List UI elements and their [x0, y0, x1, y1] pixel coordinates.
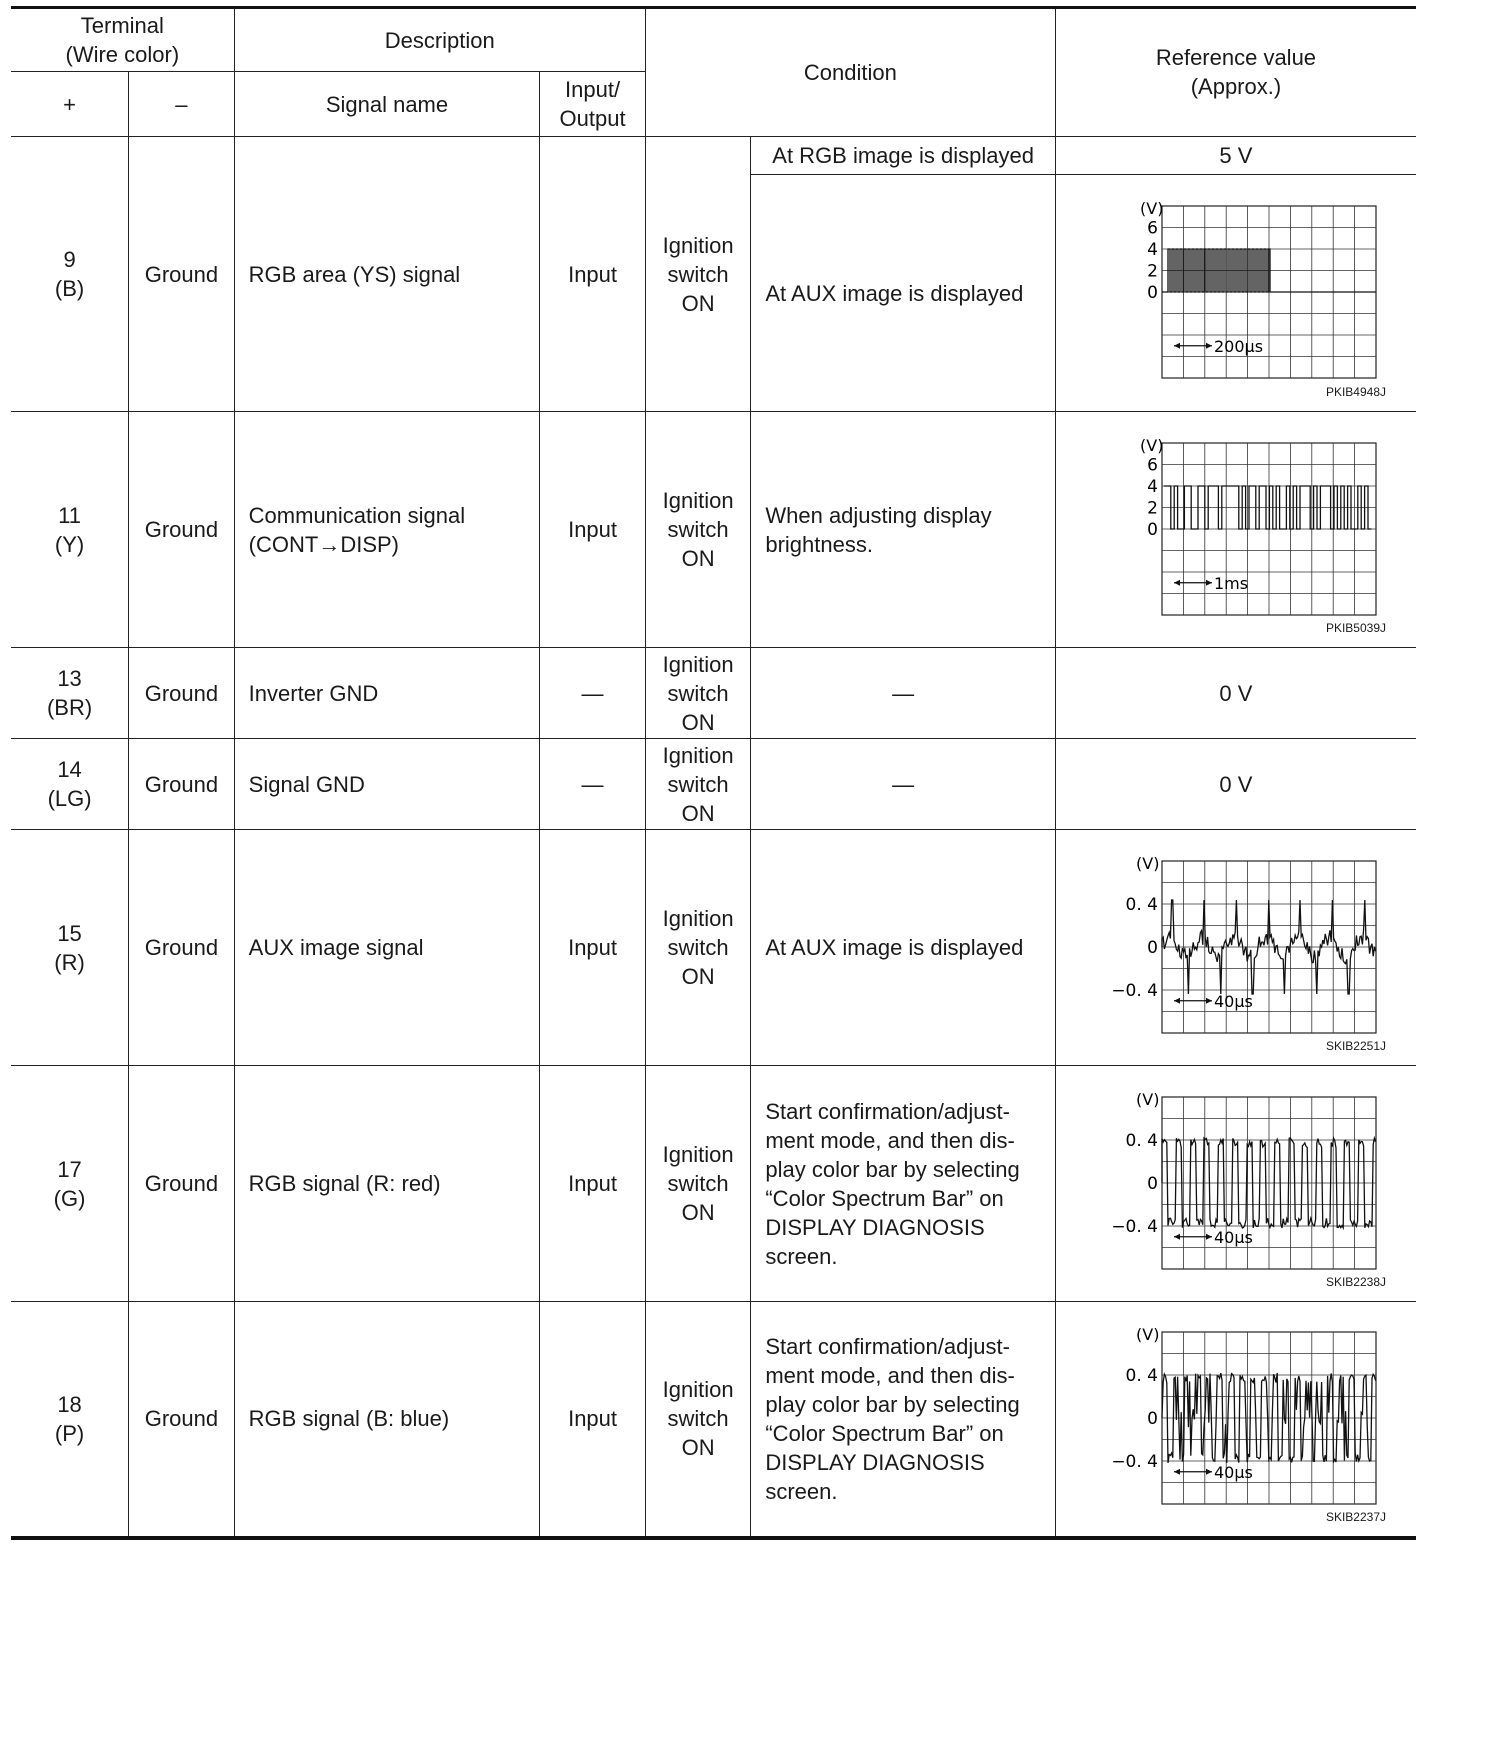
figure-code: PKIB5039J — [1325, 621, 1386, 635]
header-plus: + — [11, 72, 129, 137]
figure-code: SKIB2237J — [1325, 1509, 1386, 1524]
y-unit-label: (V) — [1135, 1089, 1160, 1109]
terminal-cell: 15 (R) — [11, 830, 129, 1066]
table-row — [11, 412, 1416, 648]
figure-code: SKIB2238J — [1325, 1275, 1386, 1289]
y-tick-label: 6 — [1147, 218, 1158, 239]
io-cell: Input — [540, 830, 646, 1066]
terminal-cell: 18 (P) — [11, 1302, 129, 1538]
y-tick-label: 6 — [1147, 455, 1158, 475]
io-cell: — — [540, 739, 646, 830]
ground-cell: Ground — [129, 648, 235, 739]
y-tick-label: 0. 4 — [1125, 1365, 1158, 1386]
y-tick-label: −0. 4 — [1111, 980, 1158, 1001]
condition-cell: At AUX image is displayed — [751, 175, 1056, 412]
y-tick-label: 0. 4 — [1125, 894, 1158, 915]
ignition-cell: Ignition switch ON — [645, 1066, 751, 1302]
y-unit-label: (V) — [1135, 853, 1160, 873]
reference-value-cell: 0 V — [1055, 648, 1416, 739]
table-row — [11, 1302, 1416, 1538]
header-condition: Condition — [645, 8, 1055, 137]
header-io: Input/ Output — [540, 72, 646, 137]
ignition-cell: Ignition switch ON — [645, 739, 751, 830]
header-terminal: Terminal (Wire color) — [11, 8, 234, 72]
waveform-graph — [1072, 415, 1400, 645]
ground-cell: Ground — [129, 1302, 235, 1538]
ignition-cell: Ignition switch ON — [645, 648, 751, 739]
header-minus: – — [129, 72, 235, 137]
time-scale-label: 40μs — [1213, 991, 1253, 1011]
header-reference: Reference value (Approx.) — [1055, 8, 1416, 137]
waveform-graph — [1072, 833, 1400, 1063]
y-unit-label: (V) — [1139, 199, 1164, 218]
time-scale-label: 40μs — [1213, 1227, 1253, 1247]
signal-name-cell: Communication signal (CONT→DISP) — [234, 412, 540, 648]
signal-name-cell: RGB signal (R: red) — [234, 1066, 540, 1302]
figure-code: PKIB4948J — [1325, 385, 1386, 399]
waveform-cell — [1055, 412, 1416, 648]
waveform-cell — [1055, 1066, 1416, 1302]
header-description: Description — [234, 8, 645, 72]
signal-name-cell: AUX image signal — [234, 830, 540, 1066]
terminal-cell: 13 (BR) — [11, 648, 129, 739]
y-tick-label: 0 — [1147, 1173, 1158, 1194]
y-tick-label: 4 — [1147, 240, 1158, 260]
table-row — [11, 648, 1416, 739]
ignition-cell: Ignition switch ON — [645, 1302, 751, 1538]
y-tick-label: 0 — [1147, 519, 1158, 540]
table-row — [11, 137, 1416, 175]
table-row — [11, 830, 1416, 1066]
y-tick-label: 2 — [1147, 261, 1158, 282]
y-tick-label: 0 — [1147, 1408, 1158, 1429]
waveform-cell — [1055, 175, 1416, 412]
waveform-cell — [1055, 830, 1416, 1066]
time-scale-label: 40μs — [1213, 1462, 1253, 1482]
waveform-graph — [1072, 1304, 1400, 1534]
ground-cell: Ground — [129, 1066, 235, 1302]
header-signal-name: Signal name — [234, 72, 540, 137]
ignition-cell: Ignition switch ON — [645, 137, 751, 412]
ground-cell: Ground — [129, 137, 235, 412]
ignition-cell: Ignition switch ON — [645, 412, 751, 648]
terminal-cell: 17 (G) — [11, 1066, 129, 1302]
terminal-cell: 14 (LG) — [11, 739, 129, 830]
table-header — [11, 8, 1416, 137]
condition-cell: At RGB image is displayed — [751, 137, 1056, 175]
condition-cell: At AUX image is displayed — [751, 830, 1056, 1066]
reference-value-cell: 5 V — [1055, 137, 1416, 175]
io-cell: Input — [540, 1066, 646, 1302]
condition-cell: Start confirmation/adjust- ment mode, and then dis- play color bar by selecting “Color Spectrum Bar” on DISPLAY DIAGNOSIS screen. — [751, 1302, 1056, 1538]
ignition-cell: Ignition switch ON — [645, 830, 751, 1066]
waveform-graph — [1072, 1069, 1400, 1299]
io-cell: — — [540, 648, 646, 739]
io-cell: Input — [540, 412, 646, 648]
table-row — [11, 739, 1416, 830]
condition-cell: — — [751, 739, 1056, 830]
y-tick-label: 2 — [1147, 498, 1158, 518]
terminal-cell: 9 (B) — [11, 137, 129, 412]
time-scale-label: 1ms — [1213, 573, 1249, 593]
condition-cell: Start confirmation/adjust- ment mode, and then dis- play color bar by selecting “Color Spectrum Bar” on DISPLAY DIAGNOSIS screen. — [751, 1066, 1056, 1302]
y-tick-label: 0. 4 — [1125, 1130, 1158, 1151]
ground-cell: Ground — [129, 412, 235, 648]
ground-cell: Ground — [129, 739, 235, 830]
y-tick-label: −0. 4 — [1111, 1451, 1158, 1472]
y-tick-label: 0 — [1147, 937, 1158, 958]
io-cell: Input — [540, 137, 646, 412]
signal-name-cell: Signal GND — [234, 739, 540, 830]
table-row — [11, 1066, 1416, 1302]
y-unit-label: (V) — [1135, 1324, 1160, 1344]
condition-cell: When adjusting display brightness. — [751, 412, 1056, 648]
waveform-graph — [1072, 178, 1400, 408]
signal-name-cell: RGB signal (B: blue) — [234, 1302, 540, 1538]
terminal-reference-table — [11, 6, 1416, 1540]
y-tick-label: −0. 4 — [1111, 1216, 1158, 1237]
time-scale-label: 200μs — [1213, 336, 1263, 356]
io-cell: Input — [540, 1302, 646, 1538]
condition-cell: — — [751, 648, 1056, 739]
y-unit-label: (V) — [1139, 435, 1164, 455]
figure-code: SKIB2251J — [1325, 1039, 1386, 1053]
waveform-cell — [1055, 1302, 1416, 1538]
signal-name-cell: Inverter GND — [234, 648, 540, 739]
signal-name-cell: RGB area (YS) signal — [234, 137, 540, 412]
ground-cell: Ground — [129, 830, 235, 1066]
reference-value-cell: 0 V — [1055, 739, 1416, 830]
y-tick-label: 4 — [1147, 476, 1158, 497]
terminal-cell: 11 (Y) — [11, 412, 129, 648]
y-tick-label: 0 — [1147, 283, 1158, 303]
